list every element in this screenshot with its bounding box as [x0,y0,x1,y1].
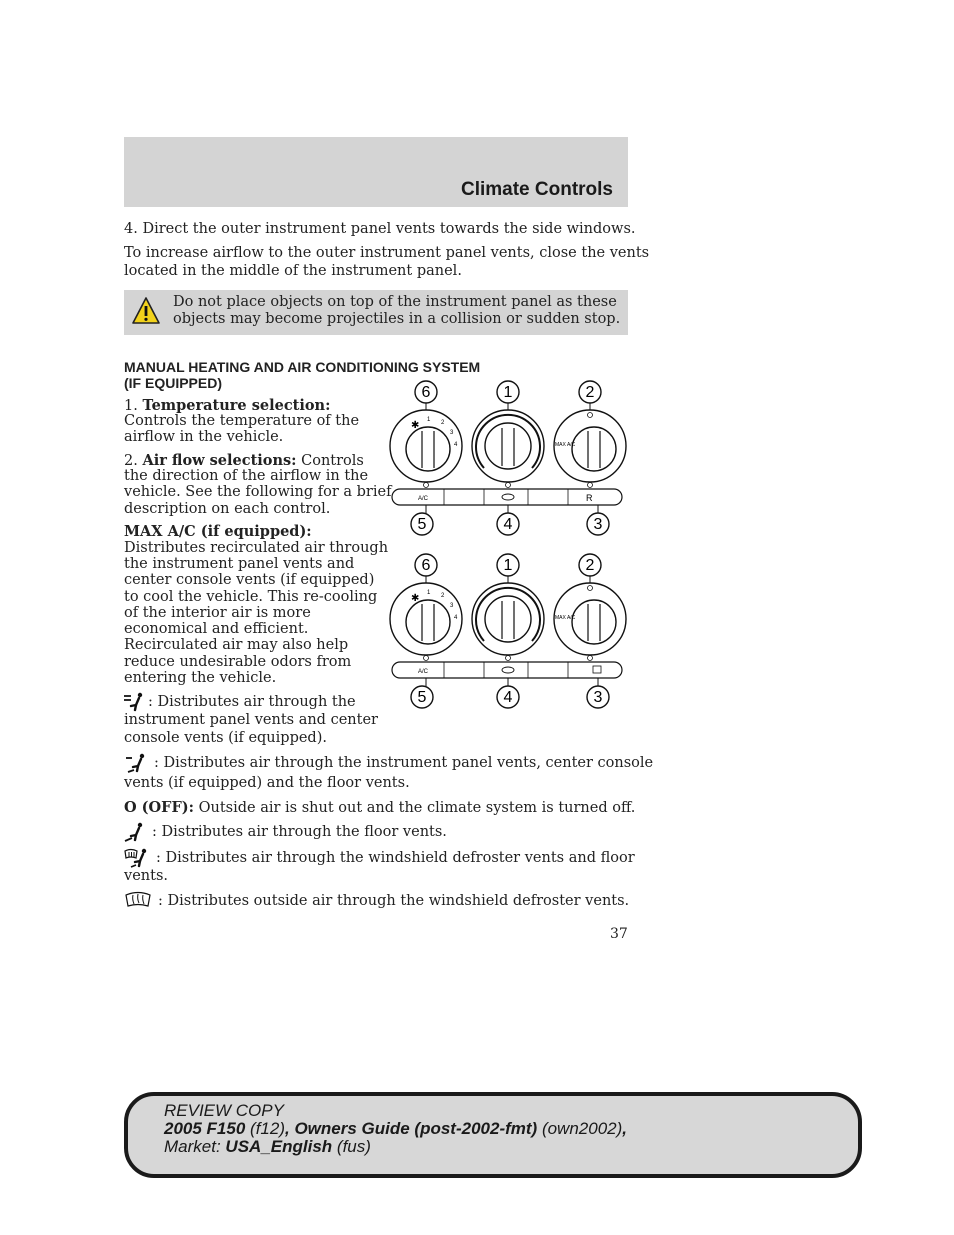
item-number: 2. [124,453,138,469]
fan-icon: ✱ [411,420,420,431]
page-title: Climate Controls [460,179,613,200]
market-label: Market: [164,1137,221,1156]
callout-label: 3 [593,516,603,533]
header-band [124,137,628,207]
temp-knob [485,423,531,469]
panel-vent-desc-1: : Distributes air through the [148,694,356,710]
airflow-tip-line-2: located in the middle of the instrument panel. [124,263,462,279]
max-ac-desc-5: of the interior air is more [124,605,311,621]
guide-name: , Owners Guide (post-2002-fmt) [285,1119,538,1138]
defrost-desc: : Distributes outside air through the windshield defroster vents. [158,893,630,909]
callout-label: 3 [593,689,603,706]
control-panel-bottom [390,554,626,708]
defrost-floor-icon [124,848,154,868]
model-code: (f12) [250,1119,285,1138]
off-label: O (OFF): [124,799,194,816]
callout-label: 5 [417,516,427,533]
callout-label: 2 [585,384,595,401]
max-ac-desc-6: economical and efficient. [124,621,309,637]
airflow-desc-tail: Controls [301,453,364,469]
callout-label: 5 [417,689,427,706]
floor-desc: : Distributes air through the floor vents. [152,824,447,840]
bilevel-vent-icon [124,753,154,773]
market-name: USA_English [225,1137,333,1156]
bilevel-desc-1: : Distributes air through the instrument panel vents, center console [154,755,654,771]
defrost-icon [124,891,154,911]
callout-label: 2 [585,557,595,574]
climate-control-figure [388,378,628,714]
warning-line-1: Do not place objects on top of the instrument panel as these [173,294,617,310]
callout-label: 6 [421,384,431,401]
review-copy-box [124,1092,862,1178]
review-model-line [164,1120,627,1138]
separator: , [622,1119,627,1138]
warning-text [173,294,623,327]
fan-speed-label: 3 [450,603,454,609]
temp-desc-1: Controls the temperature of the [124,413,360,429]
mode-knob [572,427,616,471]
max-ac-label: MAX A/C [555,615,576,621]
callout-label: 4 [503,516,513,533]
market-code: (fus) [336,1137,371,1156]
fan-icon: ✱ [411,593,420,604]
callout-label: 1 [503,384,513,401]
recirc-label: R [586,493,593,503]
fan-speed-label: 4 [454,442,458,448]
off-desc [124,799,635,817]
warning-box [124,290,628,335]
fan-knob [406,427,450,471]
defrost-floor-desc-2: vents. [124,868,168,884]
airflow-tip-line-1: To increase airflow to the outer instrument panel vents, close the vents [124,245,650,261]
airflow-desc-3: vehicle. See the following for a brief [124,484,392,500]
warning-triangle-icon [131,296,161,326]
item-number: 1. [124,398,138,414]
airflow-desc-2: the direction of the airflow in the [124,468,369,484]
review-copy-label: REVIEW COPY [164,1101,284,1120]
max-ac-label: MAX A/C [555,442,576,448]
max-ac-label-text: MAX A/C (if equipped): [124,523,312,540]
fan-speed-label: 2 [441,593,445,599]
fan-knob [406,600,450,644]
panel-vent-desc-3: console vents (if equipped). [124,730,327,746]
max-ac-desc-3: center console vents (if equipped) [124,572,375,588]
max-ac-desc-9: entering the vehicle. [124,670,277,686]
defrost-floor-desc-1: : Distributes air through the windshield defroster vents and floor [156,850,635,866]
fan-speed-label: 4 [454,615,458,621]
fan-speed-label: 3 [450,430,454,436]
warning-line-2: objects may become projectiles in a collision or sudden stop. [173,310,621,327]
off-text: Outside air is shut out and the climate system is turned off. [198,800,636,816]
max-ac-desc-7: Recirculated air may also help [124,637,349,653]
fan-speed-label: 2 [441,420,445,426]
temp-desc-2: airflow in the vehicle. [124,429,284,445]
section-heading-line-1: MANUAL HEATING AND AIR CONDITIONING SYSTEM [124,359,481,375]
callout-label: 4 [503,689,513,706]
max-ac-desc-2: the instrument panel vents and [124,556,355,572]
ac-button-label: A/C [418,669,429,675]
max-ac-desc-1: Distributes recirculated air through [124,540,389,556]
guide-code: (own2002) [541,1119,623,1138]
callout-label: 6 [421,557,431,574]
page-number: 37 [610,926,628,942]
max-ac-desc-8: reduce undesirable odors from [124,654,352,670]
model-name: 2005 F150 [164,1119,246,1138]
control-panel-top [390,381,626,535]
airflow-selection-label: Air flow selections: [142,452,297,469]
fan-speed-label: 1 [427,590,431,596]
review-market-line [164,1138,627,1156]
temp-selection-label: Temperature selection: [142,397,331,414]
max-ac-label [124,523,312,541]
floor-vent-icon [122,822,152,842]
temp-knob [485,596,531,642]
ac-button-label: A/C [418,496,429,502]
section-heading-line-2: (IF EQUIPPED) [124,375,223,391]
panel-vent-desc-2: instrument panel vents and center [124,712,378,728]
airflow-desc-4: description on each control. [124,501,331,517]
mode-knob [572,600,616,644]
callout-label: 1 [503,557,513,574]
fan-speed-label: 1 [427,417,431,423]
max-ac-desc-4: to cool the vehicle. This re-cooling [124,589,378,605]
bilevel-desc-2: vents (if equipped) and the floor vents. [124,775,410,791]
review-copy-text [164,1102,627,1156]
step-4-text: 4. Direct the outer instrument panel vents towards the side windows. [124,221,636,237]
